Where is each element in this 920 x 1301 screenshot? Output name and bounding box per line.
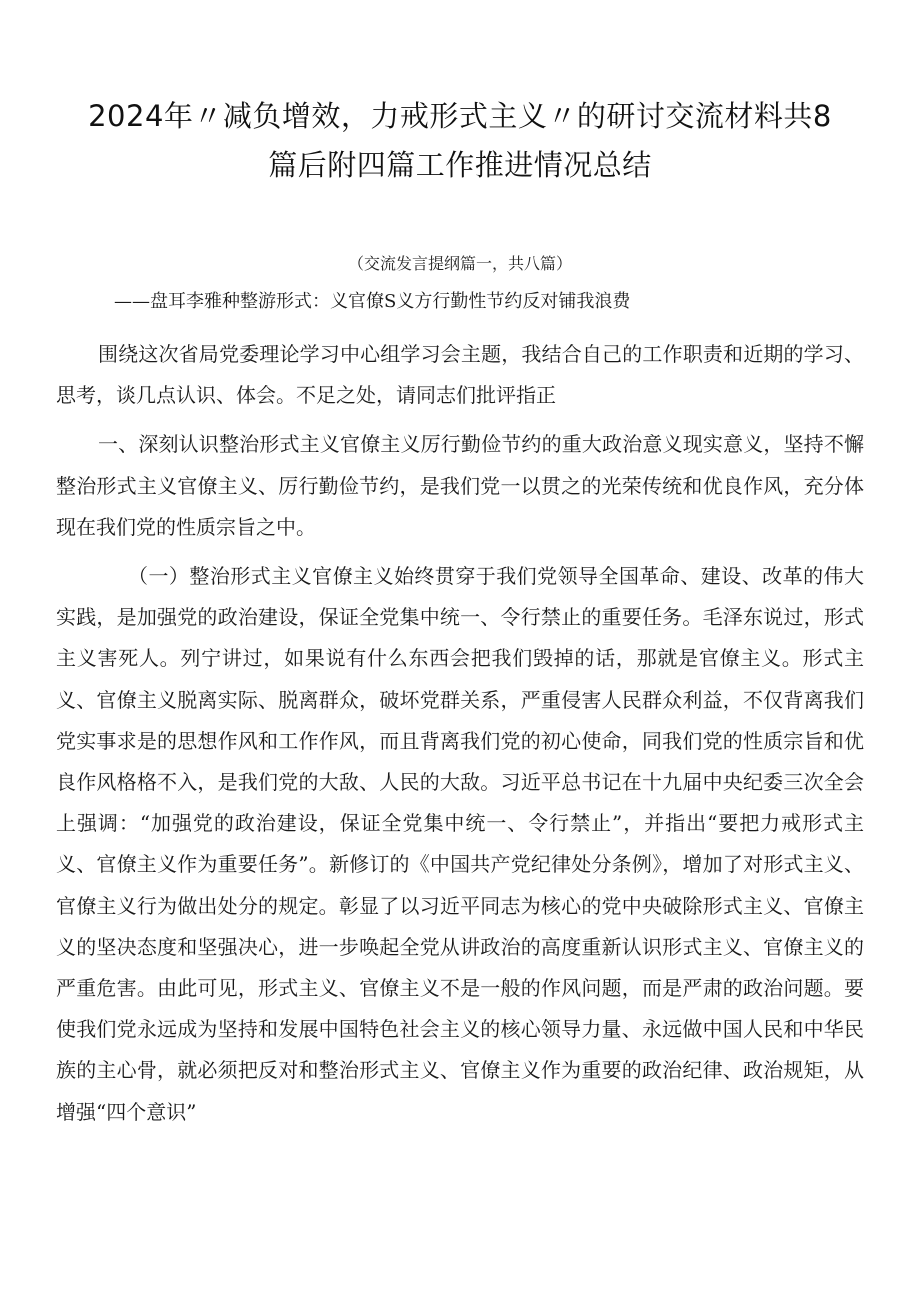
- document-subtitle: （交流发言提纲篇一，共八篇）: [347, 254, 572, 273]
- title-line-2: 篇后附四篇工作推进情况总结: [268, 148, 652, 182]
- document-title: [56, 92, 864, 190]
- paragraph-intro: 围绕这次省局党委理论学习中心组学习会主题，我结合自己的工作职责和近期的学习、思考，谈几点认识、体会。不足之处，请同志们批评指正: [56, 342, 864, 408]
- document-byline: ——盘耳李雅种整游形式：义官僚S义方行勤性节约反对铺我浪费: [114, 291, 631, 312]
- paragraph-section-1: 一、深刻认识整治形式主义官僚主义厉行勤俭节约的重大政治意义现实意义，坚持不懈整治形式主义官僚主义、厉行勤俭节约，是我们党一以贯之的光荣传统和优良作风，充分体现在我们党的性质宗旨之中。: [56, 432, 864, 539]
- paragraph-subsection-1: （一）整治形式主义官僚主义始终贯穿于我们党领导全国革命、建设、改革的伟大实践，是加强党的政治建设，保证全党集中统一、令行禁止的重要任务。毛泽东说过，形式主义害死人。列宁讲过，如果说有什么东西会把我们毁掉的话，那就是官僚主义。形式主义、官僚主义脱离实际、脱离群众，破坏党群关系，严重侵害人民群众利益，不仅背离我们党实事求是的思想作风和工作作风，而且背离我们党的初心使命，同我们党的性质宗旨和优良作风格格不入，是我们党的大敌、人民的大敌。习近平总书记在十九届中央纪委三次全会上强调：“加强党的政治建设，保证全党集中统一、令行禁止”，并指出“要把力戒形式主义、官僚主义作为重要任务”。新修订的《中国共产党纪律处分条例》，增加了对形式主义、官僚主义行为做出处分的规定。彰显了以习近平同志为核心的党中央破除形式主义、官僚主义的坚决态度和坚强决心，进一步唤起全党从讲政治的高度重新认识形式主义、官僚主义的严重危害。由此可见，形式主义、官僚主义不是一般的作风问题，而是严肃的政治问题。要使我们党永远成为坚持和发展中国特色社会主义的核心领导力量、永远做中国人民和中华民族的主心骨，就必须把反对和整治形式主义、官僚主义作为重要的政治纪律、政治规矩，从增强“四个意识”: [56, 564, 864, 1124]
- title-line-1: 2024年〃减负增效，力戒形式主义〃的研讨交流材料共8: [88, 99, 832, 133]
